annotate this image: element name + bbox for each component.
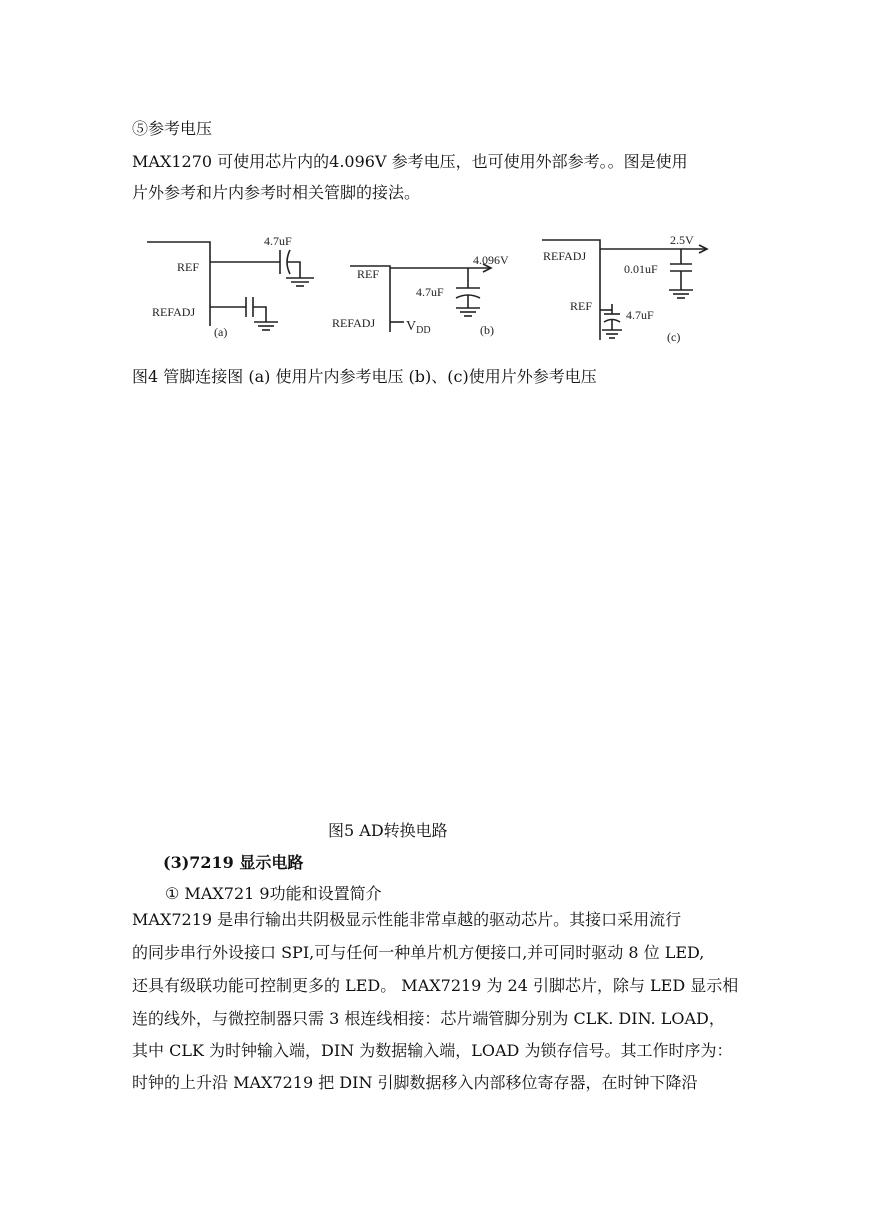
label-voltage: 2.5V	[670, 233, 694, 247]
paragraph-line: MAX7219 是串行输出共阴极显示性能非常卓越的驱动芯片。其接口采用流行	[132, 910, 682, 929]
paragraph-line: 其中 CLK 为时钟输入端，DIN 为数据输入端，LOAD 为锁存信号。其工作时序为：	[132, 1041, 733, 1060]
label-cap: 4.7uF	[626, 308, 654, 322]
label-refadj: REFADJ	[332, 316, 376, 330]
label-cap: 4.7uF	[264, 234, 292, 248]
label-refadj: REFADJ	[543, 249, 587, 263]
figure4-caption: 图4 管脚连接图 (a) 使用片内参考电压 (b)、(c)使用片外参考电压	[132, 367, 597, 386]
paragraph-line: 还具有级联功能可控制更多的 LED。 MAX7219 为 24 引脚芯片，除与 LED 显示相	[132, 976, 739, 995]
subheading-max7219-intro: ① MAX721 9功能和设置简介	[165, 884, 382, 903]
paragraph-line: 片外参考和片内参考时相关管脚的接法。	[132, 183, 421, 202]
section-heading-7219: (3)7219 显示电路	[163, 853, 304, 872]
paragraph-line: 时钟的上升沿 MAX7219 把 DIN 引脚数据移入内部移位寄存器，在时钟下降沿	[132, 1073, 698, 1092]
label-ref: REF	[357, 267, 380, 281]
label-voltage: 4.096V	[473, 253, 509, 267]
label-cap: 4.7uF	[416, 285, 444, 299]
label-vdd: $V_{DD}$	[406, 319, 431, 336]
label-tag: (c)	[667, 330, 681, 344]
label-refadj: REFADJ	[152, 305, 196, 319]
paragraph-line: 连的线外，与微控制器只需 3 根连线相接：芯片端管脚分别为 CLK. DIN. LOAD，	[132, 1009, 725, 1028]
label-tag: (a)	[214, 325, 228, 339]
paragraph-line: MAX1270 可使用芯片内的4.096V 参考电压，也可使用外部参考。。图是使用	[132, 152, 688, 171]
label-cap: 0.01uF	[624, 262, 658, 276]
figure5-caption: 图5 AD转换电路	[328, 821, 448, 840]
label-tag: (b)	[480, 323, 494, 337]
label-ref: REF	[570, 299, 593, 313]
figure4-diagrams	[140, 222, 710, 352]
paragraph-line: 的同步串行外设接口 SPI,可与任何一种单片机方便接口,并可同时驱动 8 位 LED,	[132, 943, 705, 962]
section-heading-reference-voltage: ⑤参考电压	[132, 119, 213, 138]
label-ref: REF	[177, 260, 200, 274]
